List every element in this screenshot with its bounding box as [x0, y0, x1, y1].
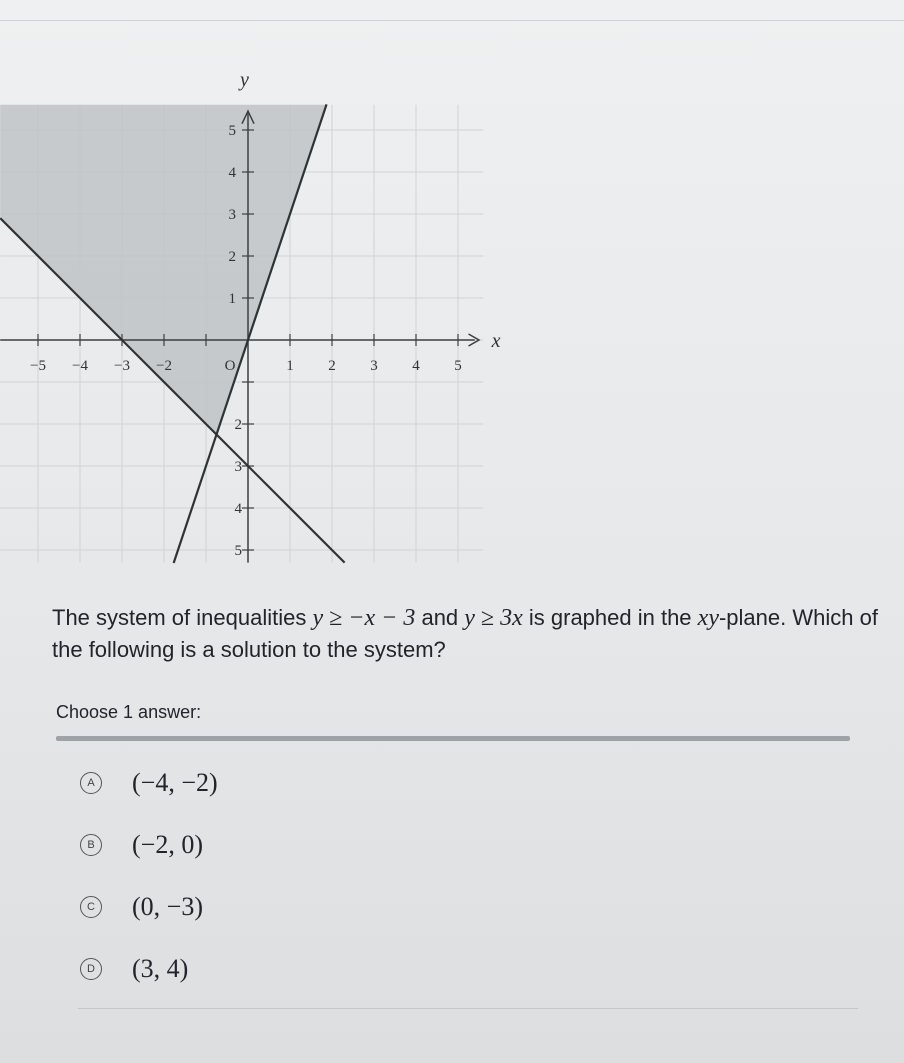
x-tick-label: −2: [156, 358, 172, 374]
choice-d[interactable]: [80, 938, 840, 1000]
choice-b-label[interactable]: (−2, 0): [132, 830, 203, 859]
choice-a-label[interactable]: (−4, −2): [132, 768, 218, 797]
choice-a-radio[interactable]: A: [80, 772, 102, 794]
question-text-part: is graphed in the: [522, 605, 698, 630]
inequality-graph: [0, 60, 520, 580]
x-tick-label: 5: [454, 358, 462, 374]
x-tick-label: −3: [114, 358, 130, 374]
question-text-part: -plane. Which of the following is a solution to the system?: [52, 605, 878, 662]
y-tick-label: 2: [234, 417, 242, 433]
choice-b-radio[interactable]: B: [80, 834, 102, 856]
y-tick-label: 3: [228, 207, 236, 223]
x-tick-label: 1: [286, 358, 294, 374]
x-tick-label: O: [224, 358, 236, 374]
y-tick-label: 2: [228, 249, 236, 265]
choice-b[interactable]: [80, 814, 840, 876]
y-tick-label: 4: [228, 165, 236, 181]
choice-c-radio[interactable]: C: [80, 896, 102, 918]
choose-label: Choose 1 answer:: [56, 702, 202, 722]
choice-c-label[interactable]: (0, −3): [132, 892, 203, 921]
x-tick-label: 2: [328, 358, 336, 374]
inequality-2: y ≥ 3x: [464, 605, 523, 631]
question-text: [52, 602, 882, 666]
x-tick-label: 3: [370, 358, 378, 374]
plane-name: xy: [697, 605, 719, 631]
y-tick-label: 5: [228, 123, 236, 139]
solution-region: [0, 105, 326, 435]
choice-d-radio[interactable]: D: [80, 958, 102, 980]
x-axis-label: x: [491, 330, 501, 352]
y-tick-label: 4: [234, 501, 242, 517]
question-text-part: and: [415, 605, 465, 630]
inequality-1: y ≥ −x − 3: [312, 605, 416, 631]
y-tick-label: 1: [228, 291, 236, 307]
answer-choices: [80, 752, 840, 1000]
top-divider: [0, 20, 904, 21]
y-tick-label: 3: [234, 459, 242, 475]
x-tick-label: −4: [72, 358, 88, 374]
choices-divider: [56, 736, 850, 741]
x-tick-label: 4: [412, 358, 420, 374]
x-tick-label: −5: [30, 358, 46, 374]
y-tick-label: 5: [234, 543, 242, 559]
question-text-part: The system of inequalities: [52, 605, 313, 630]
bottom-divider: [78, 1008, 858, 1009]
choice-c[interactable]: [80, 876, 840, 938]
choice-a[interactable]: [80, 752, 840, 814]
y-axis-label: y: [240, 69, 249, 92]
choice-d-label[interactable]: (3, 4): [132, 954, 189, 983]
